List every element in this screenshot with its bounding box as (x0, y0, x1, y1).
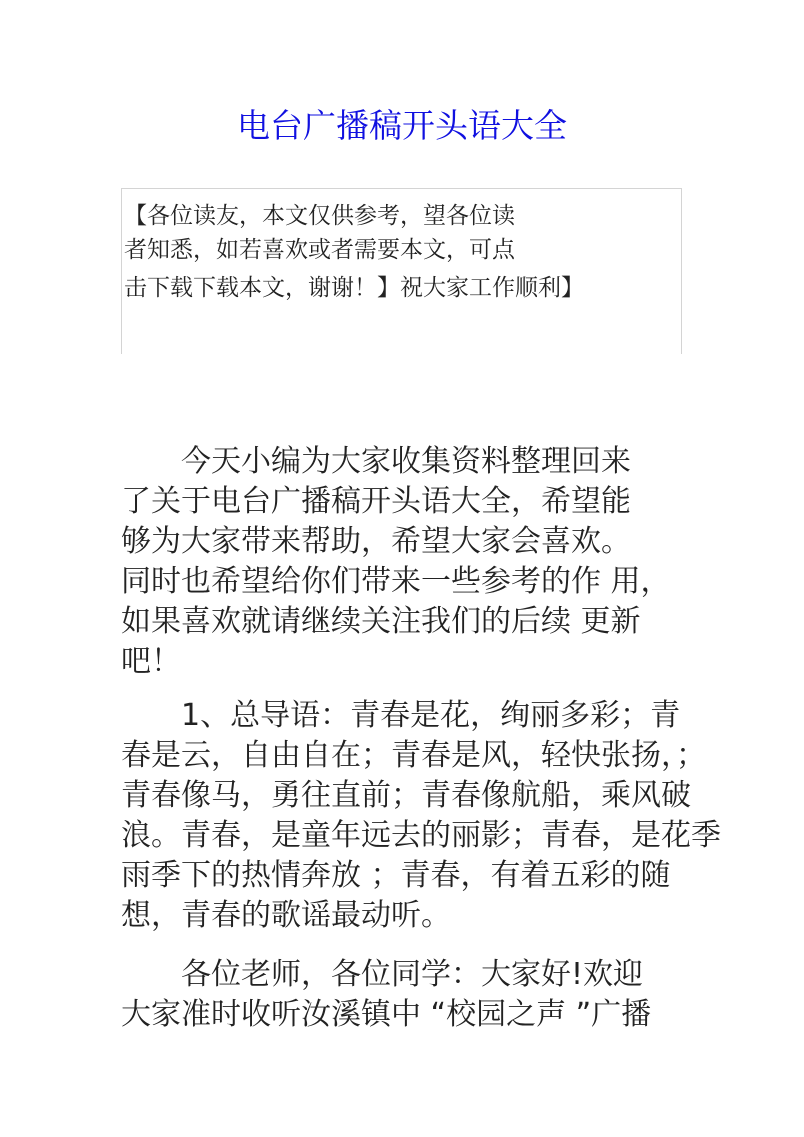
paragraph-line: 吧！ (121, 644, 181, 679)
paragraph-line: 今天小编为大家收集资料整理回来 (121, 444, 631, 479)
paragraph-line: 青春像马，勇往直前；青春像航船，乘风破 (121, 778, 691, 813)
page-title: 电台广播稿开头语大全 (237, 106, 567, 145)
paragraph-line: 各位老师，各位同学：大家好!欢迎 (121, 957, 644, 992)
paragraph-line: 够为大家带来帮助，希望大家会喜欢。 (121, 524, 631, 559)
intro-paragraph (121, 442, 721, 682)
guide-paragraph (121, 696, 721, 936)
notice-box (121, 188, 682, 354)
greeting-paragraph (121, 955, 721, 1035)
paragraph-line: 雨季下的热情奔放 ；青春，有着五彩的随 (121, 858, 671, 893)
notice-line: 者知悉，如若喜欢或者需要本文，可点 (124, 237, 515, 263)
paragraph-line: 浪。青春，是童年远去的丽影；青春，是花季 (121, 818, 721, 853)
paragraph-line: 如果喜欢就请继续关注我们的后续 更新 (121, 604, 641, 639)
paragraph-line: 了关于电台广播稿开头语大全，希望能 (121, 484, 631, 519)
notice-line: 【各位读友，本文仅供参考，望各位读 (124, 203, 515, 229)
paragraph-line: 想，青春的歌谣最动听。 (121, 898, 451, 933)
paragraph-line: 大家准时收听汝溪镇中 “校园之声 ”广播 (121, 997, 652, 1032)
paragraph-line: 1、总导语：青春是花，绚丽多彩；青 (121, 698, 681, 733)
paragraph-line: 春是云，自由自在；青春是风，轻快张扬，； (121, 738, 706, 773)
paragraph-line: 同时也希望给你们带来一些参考的作 用， (121, 564, 671, 599)
notice-line: 击下载下载本文，谢谢！】祝大家工作顺利】 (124, 275, 584, 301)
